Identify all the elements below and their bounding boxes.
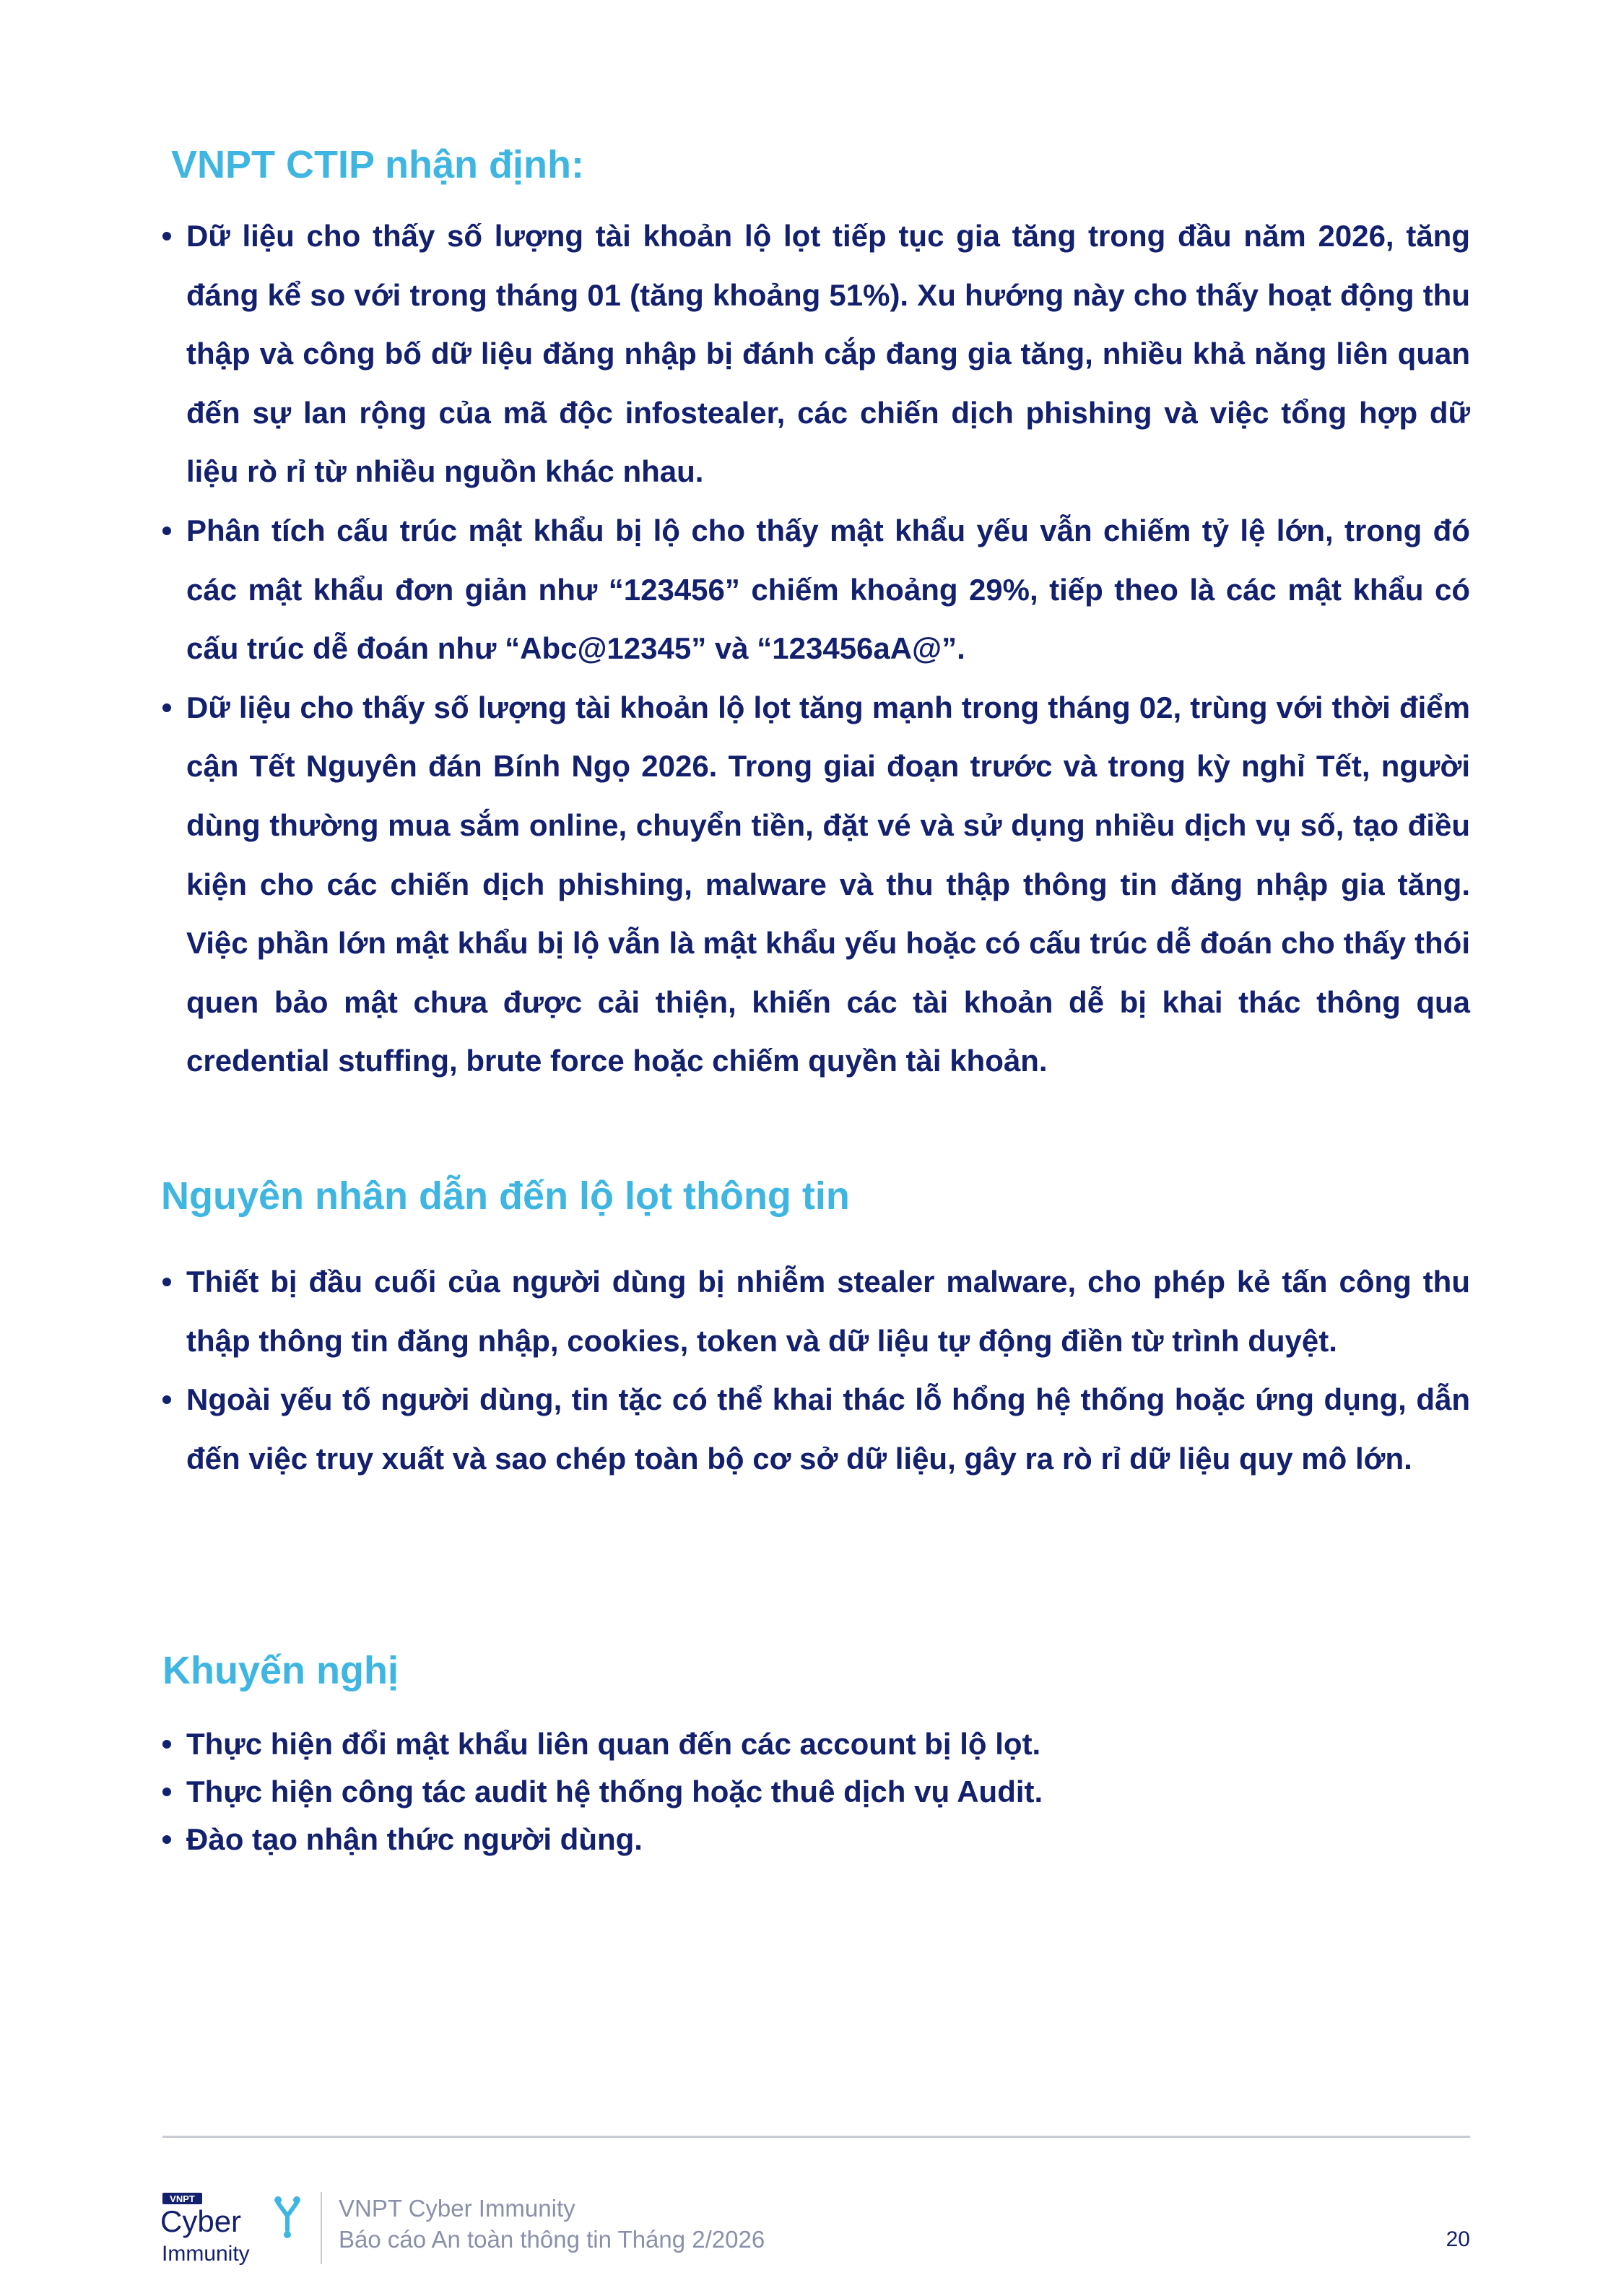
footer-rule — [162, 2136, 1470, 2138]
bullet-dot: • — [161, 219, 173, 253]
bullet-text: Đào tạo nhận thức người dùng. — [186, 1822, 643, 1856]
bullet-text: Phân tích cấu trúc mật khẩu bị lộ cho thấy mật khẩu yếu vẫn chiếm tỷ lệ lớn, trong đó các mật khẩu đơn giản như “123456” chiếm khoảng 29%, tiếp theo là các mật khẩu có cấu trúc dễ đoán như “Abc@12345” và “123456aA@”. — [186, 513, 1470, 666]
bullet-text: Dữ liệu cho thấy số lượng tài khoản lộ lọt tiếp tục gia tăng trong đầu năm 2026, tăng đáng kể so với trong tháng 01 (tăng khoảng 51%). Xu hướng này cho thấy hoạt động thu thập và công bố dữ liệu đăng nhập bị đánh cắp đang gia tăng, nhiều khả năng liên quan đến sự lan rộng của mã độc infostealer, các chiến dịch phishing và việc tổng hợp dữ liệu rò rỉ từ nhiều nguồn khác nhau. — [186, 219, 1470, 489]
bullet-text: Thực hiện đổi mật khẩu liên quan đến các account bị lộ lọt. — [186, 1727, 1041, 1761]
list-item — [161, 1768, 1470, 1816]
list-item — [161, 1816, 1470, 1863]
bullet-dot: • — [161, 513, 173, 547]
footer-report-title: Báo cáo An toàn thông tin Tháng 2/2026 — [339, 2226, 765, 2253]
bullet-dot: • — [161, 1382, 173, 1417]
bullet-text: Ngoài yếu tố người dùng, tin tặc có thể khai thác lỗ hổng hệ thống hoặc ứng dụng, dẫn đến việc truy xuất và sao chép toàn bộ cơ sở dữ liệu, gây ra rò rỉ dữ liệu quy mô lớn. — [186, 1382, 1470, 1476]
bullet-dot: • — [161, 1265, 173, 1299]
bullet-dot: • — [161, 1775, 173, 1808]
list-item — [161, 1720, 1470, 1768]
bullet-text: Thiết bị đầu cuối của người dùng bị nhiễm stealer malware, cho phép kẻ tấn công thu thập thông tin đăng nhập, cookies, token và dữ liệu tự động điền từ trình duyệt. — [186, 1265, 1470, 1358]
causes-bullet-list — [161, 1252, 1470, 1488]
bullet-text: Dữ liệu cho thấy số lượng tài khoản lộ lọt tăng mạnh trong tháng 02, trùng với thời điểm cận Tết Nguyên đán Bính Ngọ 2026. Trong giai đoạn trước và trong kỳ nghỉ Tết, người dùng thường mua sắm online, chuyển tiền, đặt vé và sử dụng nhiều dịch vụ số, tạo điều kiện cho các chiến dịch phishing, malware và thu thập thông tin đăng nhập gia tăng. Việc phần lớn mật khẩu bị lộ vẫn là mật khẩu yếu hoặc có cấu trúc dễ đoán cho thấy thói quen bảo mật chưa được cải thiện, khiến các tài khoản dễ bị khai thác thông qua credential stuffing, brute force hoặc chiếm quyền tài khoản. — [186, 690, 1470, 1078]
recommendations-bullet-list — [161, 1720, 1470, 1863]
section-heading-recommendations: Khuyến nghị — [162, 1649, 399, 1692]
footer-org-name: VNPT Cyber Immunity — [339, 2195, 575, 2222]
bullet-dot: • — [161, 1822, 173, 1856]
bullet-text: Thực hiện công tác audit hệ thống hoặc thuê dịch vụ Audit. — [186, 1775, 1043, 1808]
footer-divider — [321, 2192, 322, 2264]
logo-wordmark-cyber: Cyber — [160, 2204, 242, 2238]
bullet-dot: • — [161, 1727, 173, 1761]
list-item — [161, 678, 1470, 1091]
section-heading-causes: Nguyên nhân dẫn đến lộ lọt thông tin — [161, 1174, 850, 1218]
logo-immune-cell-icon — [274, 2196, 300, 2238]
logo-badge-text: VNPT — [170, 2193, 195, 2204]
logo-wordmark-immunity: Immunity — [162, 2242, 250, 2266]
bullet-dot: • — [161, 690, 173, 724]
vnpt-cyber-immunity-logo — [160, 2188, 308, 2268]
list-item — [161, 207, 1470, 501]
section-heading-assessment: VNPT CTIP nhận định: — [171, 143, 584, 186]
list-item — [161, 1252, 1470, 1370]
list-item — [161, 501, 1470, 678]
assessment-bullet-list — [161, 207, 1470, 1091]
list-item — [161, 1370, 1470, 1488]
page-number: 20 — [1446, 2227, 1470, 2251]
